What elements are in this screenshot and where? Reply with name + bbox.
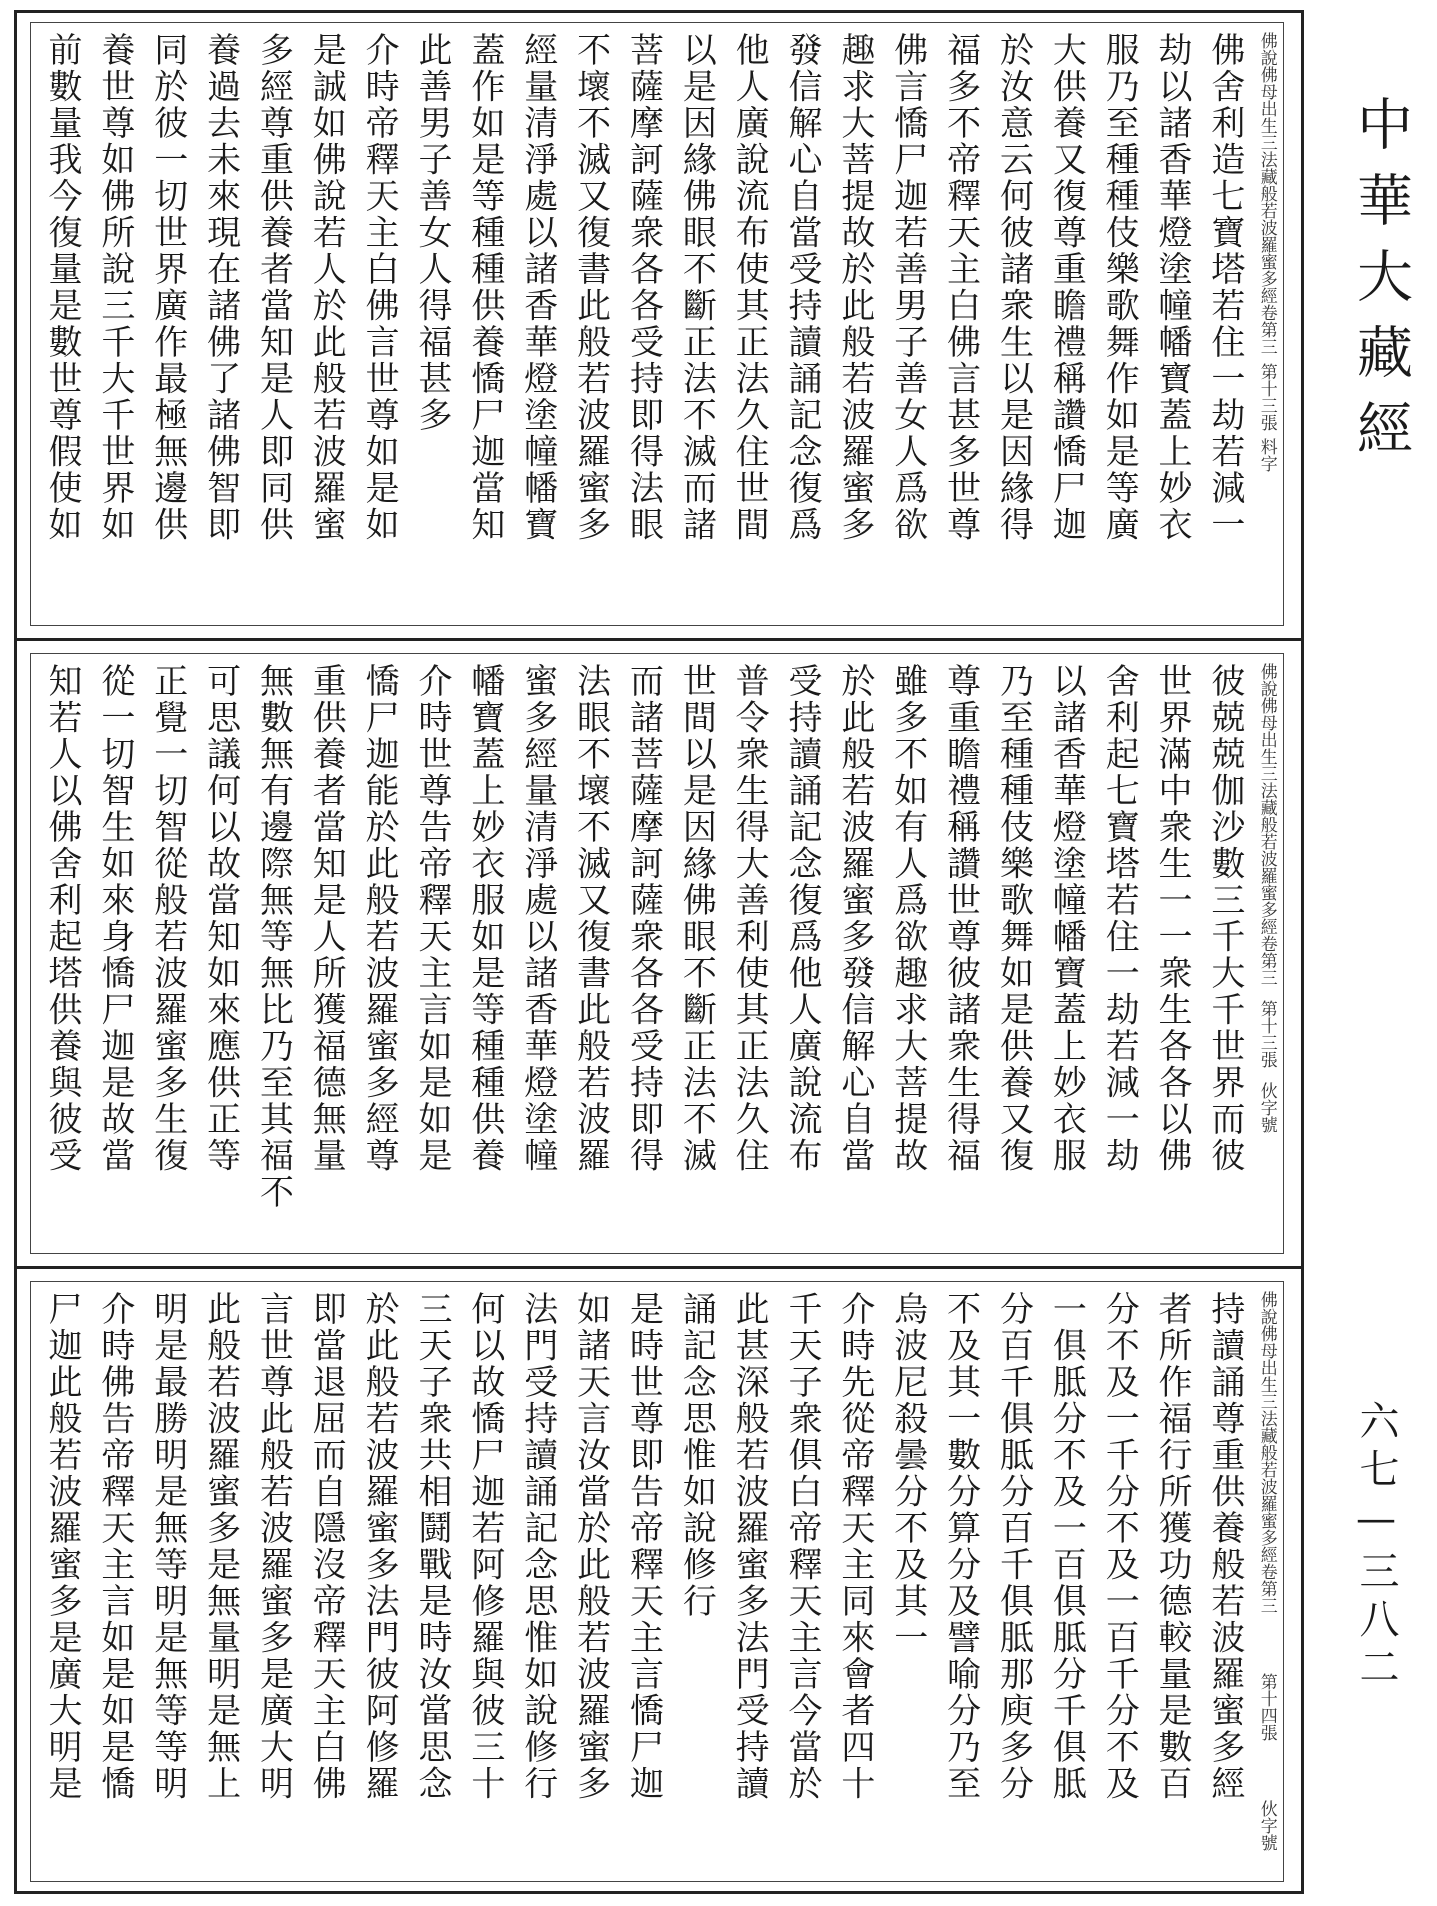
text-column: 三天子衆共相鬪戰是時汝當思念 <box>412 1291 453 1802</box>
text-column: 持讀誦尊重供養般若波羅蜜多經 <box>1204 1291 1245 1802</box>
text-column: 世界滿中衆生一一衆生各各以佛 <box>1152 663 1193 1174</box>
text-column: 福多不帝釋天主白佛言甚多世尊 <box>940 32 981 543</box>
header-title: 佛說佛母出生三法藏般若波羅蜜多經卷第三 <box>1256 663 1277 986</box>
text-column: 憍尸迦能於此般若波羅蜜多經尊 <box>359 663 400 1174</box>
panel-header <box>1256 1291 1278 1851</box>
text-column: 正覺一切智從般若波羅蜜多生復 <box>147 663 188 1174</box>
text-column: 普令衆生得大善利使其正法久住 <box>729 663 770 1174</box>
text-column: 從一切智生如來身憍尸迦是故當 <box>94 663 135 1174</box>
text-column: 此善男子善女人得福甚多 <box>412 32 453 434</box>
text-column: 蜜多經量清淨處以諸香華燈塗幢 <box>517 663 558 1174</box>
text-column: 者所作福行所獲功德較量是數百 <box>1152 1291 1193 1802</box>
text-column: 是誠如佛說若人於此般若波羅蜜 <box>306 32 347 543</box>
text-column: 佛舍利造七寶塔若住一劫若減一 <box>1204 32 1245 543</box>
text-column: 言世尊此般若波羅蜜多是廣大明 <box>253 1291 294 1802</box>
text-column: 不及其一數分算分及譬喻分乃至 <box>940 1291 981 1802</box>
text-column: 服乃至種種伎樂歌舞作如是等廣 <box>1099 32 1140 543</box>
header-title: 佛說佛母出生三法藏般若波羅蜜多經卷第三 <box>1256 1291 1277 1614</box>
panel-header <box>1256 663 1278 1133</box>
header-title: 佛說佛母出生三法藏般若波羅蜜多經卷第三 <box>1256 32 1277 355</box>
text-column: 明是最勝明是無等明是無等等明 <box>147 1291 188 1802</box>
header-page: 第十三張 <box>1256 1000 1277 1068</box>
page-number: 六七—三八二 <box>1353 1400 1399 1694</box>
text-column: 何以故憍尸迦若阿修羅與彼三十 <box>464 1291 505 1802</box>
text-column: 於此般若波羅蜜多法門彼阿修羅 <box>359 1291 400 1802</box>
text-column: 幡寶蓋上妙衣服如是等種種供養 <box>464 663 505 1174</box>
text-column: 即當退屈而自隱沒帝釋天主白佛 <box>306 1291 347 1802</box>
text-column: 同於彼一切世界廣作最極無邊供 <box>147 32 188 543</box>
header-page: 第十三張 <box>1256 362 1277 431</box>
text-column: 是時世尊即告帝釋天主言憍尸迦 <box>623 1291 664 1802</box>
text-column: 舍利起七寶塔若住一劫若減一劫 <box>1099 663 1140 1174</box>
text-column: 如諸天言汝當於此般若波羅蜜多 <box>570 1291 611 1802</box>
text-column: 他人廣說流布使其正法久住世間 <box>729 32 770 543</box>
text-column: 經量清淨處以諸香華燈塗幢幡寶 <box>517 32 558 543</box>
header-mark: 伙字號 <box>1256 1800 1277 1851</box>
panel-header <box>1256 32 1278 472</box>
text-column: 世間以是因緣佛眼不斷正法不滅 <box>676 663 717 1174</box>
collection-title: 中華大藏經 <box>1348 95 1413 475</box>
text-columns <box>40 32 1278 618</box>
text-column: 此般若波羅蜜多是無量明是無上 <box>200 1291 241 1802</box>
text-column: 菩薩摩訶薩衆各各受持即得法眼 <box>623 32 664 543</box>
text-column: 千天子衆俱白帝釋天主言今當於 <box>782 1291 823 1802</box>
text-column: 佛言憍尸迦若善男子善女人爲欲 <box>887 32 928 543</box>
text-column: 彼兢兢伽沙數三千大千世界而彼 <box>1204 663 1245 1174</box>
header-page: 第十四張 <box>1256 1673 1277 1741</box>
text-column: 此甚深般若波羅蜜多法門受持讀 <box>729 1291 770 1802</box>
text-column: 知若人以佛舍利起塔供養與彼受 <box>42 663 82 1174</box>
text-column: 可思議何以故當知如來應供正等 <box>200 663 241 1174</box>
text-column: 以是因緣佛眼不斷正法不滅而諸 <box>676 32 717 543</box>
text-column: 發信解心自當受持讀誦記念復爲 <box>782 32 823 543</box>
text-column: 介時佛告帝釋天主言如是如是憍 <box>94 1291 135 1802</box>
text-column: 介時先從帝釋天主同來會者四十 <box>834 1291 875 1802</box>
text-column: 前數量我今復量是數世尊假使如 <box>42 32 82 543</box>
text-column: 介時世尊告帝釋天主言如是如是 <box>412 663 453 1174</box>
text-column: 法門受持讀誦記念思惟如說修行 <box>517 1291 558 1802</box>
text-column: 養過去未來現在諸佛了諸佛智即 <box>200 32 241 543</box>
text-column: 以諸香華燈塗幢幡寶蓋上妙衣服 <box>1046 663 1087 1174</box>
text-columns <box>40 663 1278 1246</box>
text-column: 蓋作如是等種種供養憍尸迦當知 <box>464 32 505 543</box>
text-column: 無數無有邊際無等無比乃至其福不 <box>253 663 294 1211</box>
text-column: 誦記念思惟如說修行 <box>676 1291 717 1620</box>
text-column: 雖多不如有人爲欲趣求大菩提故 <box>887 663 928 1174</box>
text-column: 劫以諸香華燈塗幢幡寶蓋上妙衣 <box>1152 32 1193 543</box>
text-column: 烏波尼殺曇分不及其一 <box>887 1291 928 1656</box>
text-column: 多經尊重供養者當知是人即同供 <box>253 32 294 543</box>
text-column: 分不及一千分不及一百千分不及 <box>1099 1291 1140 1802</box>
text-column: 乃至種種伎樂歌舞如是供養又復 <box>993 663 1034 1174</box>
text-column: 法眼不壞不滅又復書此般若波羅 <box>570 663 611 1174</box>
text-column: 分百千俱胝分百千俱胝那庾多分 <box>993 1291 1034 1802</box>
text-column: 不壞不滅又復書此般若波羅蜜多 <box>570 32 611 543</box>
text-column: 一俱胝分不及一百俱胝分千俱胝 <box>1046 1291 1087 1802</box>
text-column: 於此般若波羅蜜多發信解心自當 <box>834 663 875 1174</box>
text-column: 尊重瞻禮稱讚世尊彼諸衆生得福 <box>940 663 981 1174</box>
text-column: 大供養又復尊重瞻禮稱讚憍尸迦 <box>1046 32 1087 543</box>
text-column: 而諸菩薩摩訶薩衆各各受持即得 <box>623 663 664 1174</box>
text-column: 趣求大菩提故於此般若波羅蜜多 <box>834 32 875 543</box>
text-column: 尸迦此般若波羅蜜多是廣大明是 <box>42 1291 82 1802</box>
header-mark: 料字 <box>1256 438 1277 472</box>
text-column: 於汝意云何彼諸衆生以是因緣得 <box>993 32 1034 543</box>
text-column: 重供養者當知是人所獲福德無量 <box>306 663 347 1174</box>
text-columns <box>40 1291 1278 1874</box>
text-column: 受持讀誦記念復爲他人廣說流布 <box>782 663 823 1174</box>
header-mark: 伙字號 <box>1256 1082 1277 1133</box>
sutra-panel-3 <box>14 1266 1304 1894</box>
sutra-panel-1 <box>14 10 1304 638</box>
sutra-panel-2 <box>14 638 1304 1266</box>
text-column: 養世尊如佛所說三千大千世界如 <box>94 32 135 543</box>
text-column: 介時帝釋天主白佛言世尊如是如 <box>359 32 400 543</box>
